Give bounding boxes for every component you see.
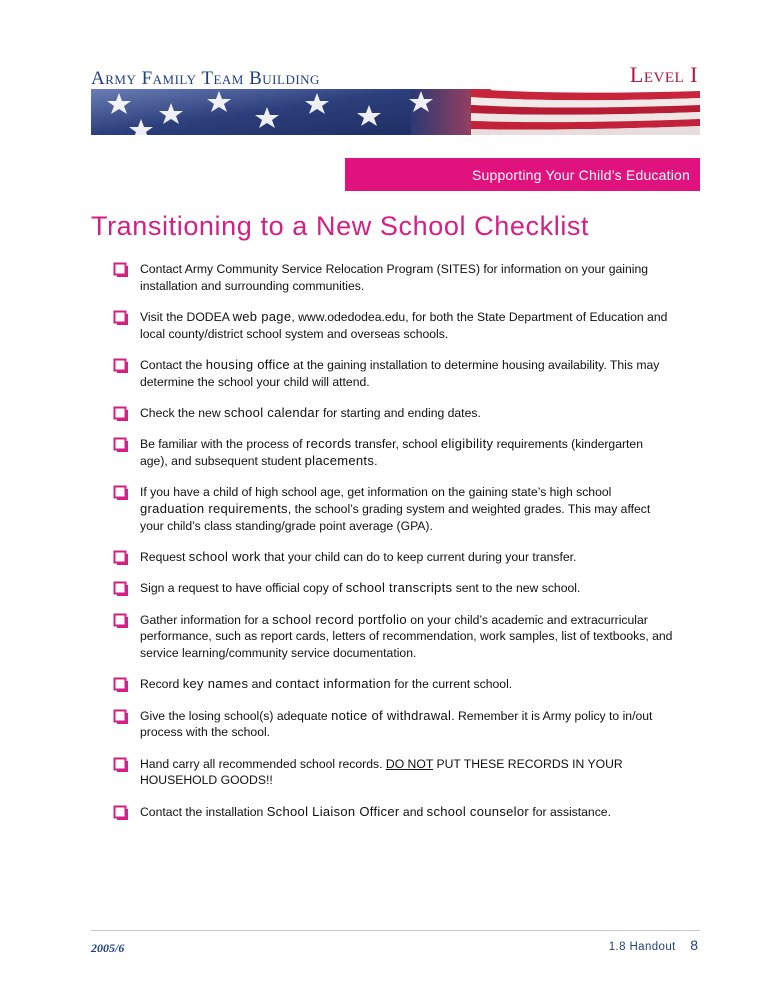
checklist-item (113, 804, 673, 821)
checklist-item (113, 436, 673, 469)
checklist-item (113, 405, 673, 422)
checkbox-icon (113, 485, 128, 500)
checkbox-icon (113, 581, 128, 596)
checklist-item (113, 484, 673, 534)
checklist-item (113, 612, 673, 662)
checklist-item-text: Contact the housing office at the gaining installation to determine housing availability. This may determine the school your child will attend. (140, 356, 660, 389)
page-number: 8 (690, 937, 698, 953)
checklist-item-text: Contact the installation School Liaison Officer and school counselor for assistance. (140, 803, 611, 819)
checklist-item (113, 357, 673, 390)
checkbox-icon (113, 406, 128, 421)
checklist-item-text: Sign a request to have official copy of school transcripts sent to the new school. (140, 580, 581, 596)
flag-banner-image (91, 89, 700, 135)
section-banner-label: Supporting Your Child’s Education (471, 166, 690, 183)
footer-divider (91, 930, 700, 931)
checklist-item (113, 580, 673, 597)
checkbox-icon (113, 757, 128, 772)
checklist-item-text: If you have a child of high school age, get information on the gaining state’s high school graduation requirements, the school’s grading system and weighted grades. This may affect your child’s class standing/grade point average (GPA). (140, 485, 651, 533)
program-title: Army Family Team Building (91, 68, 320, 89)
checklist-item (113, 549, 673, 566)
checklist-item (113, 708, 673, 741)
checkbox-icon (113, 677, 128, 692)
checkbox-icon (113, 310, 128, 325)
checkbox-icon (113, 613, 128, 628)
page-title: Transitioning to a New School Checklist (91, 211, 590, 241)
checklist-item (113, 676, 673, 693)
checklist-item-text: Visit the DODEA web page, www.odedodea.edu, for both the State Department of Education and local county/district school system and overseas schools. (140, 308, 668, 341)
checklist-item (113, 756, 673, 789)
section-banner (345, 158, 700, 191)
handout-label: 1.8 Handout (608, 941, 676, 953)
footer-info (609, 937, 698, 955)
checkbox-icon (113, 550, 128, 565)
footer-year: 2005/6 (91, 941, 125, 955)
checklist-item-text: Contact Army Community Service Relocation Program (SITES) for information on your gaining installation and surrounding communities. (140, 262, 649, 293)
checkbox-icon (113, 262, 128, 277)
checklist-item-text: Be familiar with the process of records transfer, school eligibility requirements (kindergarten age), and subsequent student placements. (140, 436, 643, 468)
checklist-item (113, 309, 673, 342)
checklist-item-text: Give the losing school(s) adequate notice of withdrawal. Remember it is Army policy to in/out process with the school. (140, 707, 653, 740)
checklist (113, 261, 673, 835)
checklist-item-text: Record key names and contact information for the current school. (140, 676, 513, 692)
checklist-item-text: Request school work that your child can do to keep current during your transfer. (140, 548, 577, 564)
checklist-item-text: Check the new school calendar for starting and ending dates. (140, 404, 481, 420)
checklist-item-text: Hand carry all recommended school records. DO NOT PUT THESE RECORDS IN YOUR HOUSEHOLD GOODS!! (140, 756, 623, 788)
checkbox-icon (113, 805, 128, 820)
checkbox-icon (113, 358, 128, 373)
checkbox-icon (113, 709, 128, 724)
level-label: Level I (629, 62, 698, 87)
checkbox-icon (113, 437, 128, 452)
checklist-item-text: Gather information for a school record portfolio on your child’s academic and extracurricular performance, such as report cards, letters of recommendation, work samples, list of textbooks, and service learning/community service documentation. (140, 611, 673, 660)
checklist-item (113, 261, 673, 294)
